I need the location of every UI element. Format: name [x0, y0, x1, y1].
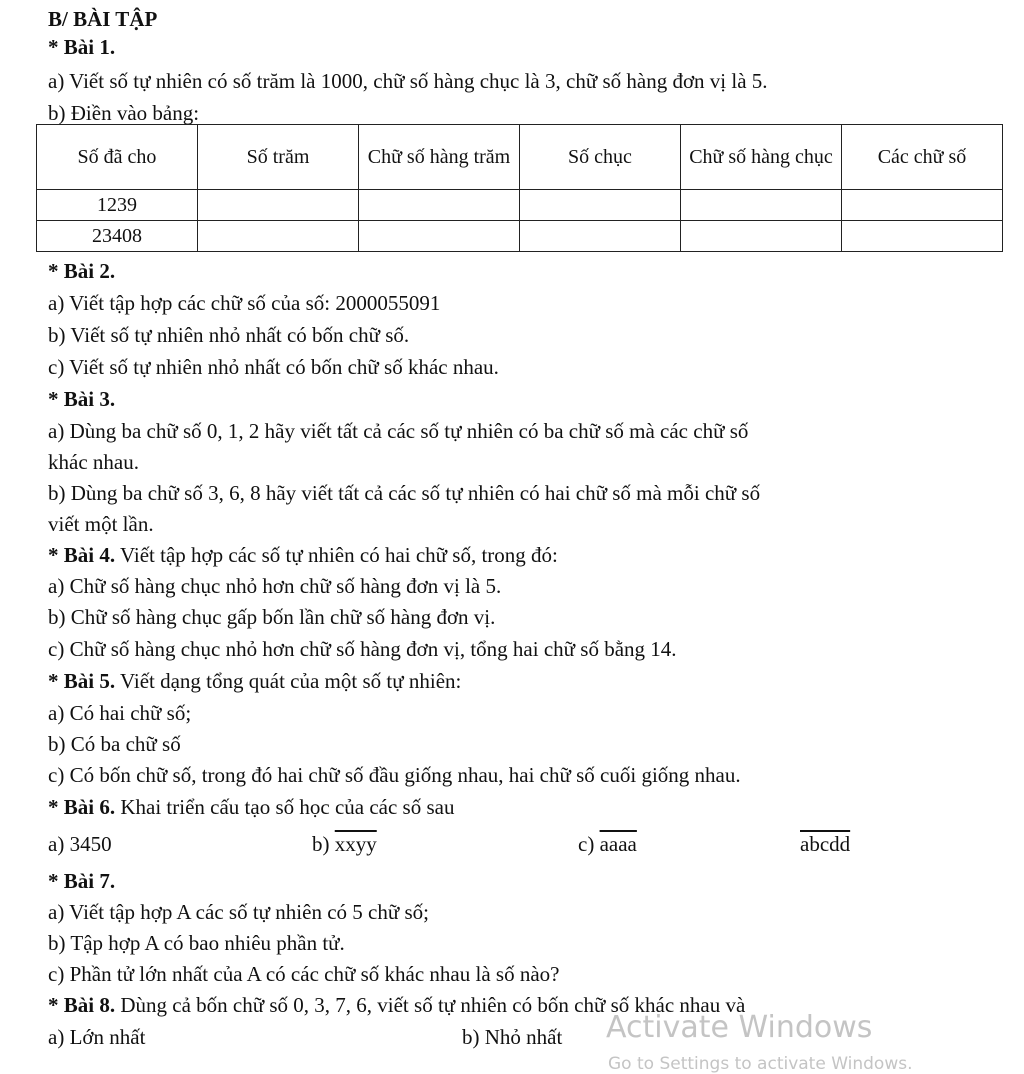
bai5-item-a: a) Có hai chữ số; — [48, 701, 192, 725]
bai1-table — [36, 124, 1003, 252]
table-cell — [681, 221, 842, 252]
bai6-d-value: abcdd — [800, 832, 851, 856]
bai5-title: * Bài 5. — [48, 669, 116, 693]
bai3-title: * Bài 3. — [48, 387, 116, 411]
table-cell — [359, 221, 520, 252]
bai7-title: * Bài 7. — [48, 869, 116, 893]
bai4-intro: Viết tập hợp các số tự nhiên có hai chữ số, trong đó: — [115, 543, 558, 567]
header-cell: Số chục — [520, 125, 681, 190]
bai2-item-a: a) Viết tập hợp các chữ số của số: 2000055091 — [48, 291, 441, 315]
bai6-item-b — [312, 831, 377, 857]
bai5-item-c: c) Có bốn chữ số, trong đó hai chữ số đầu giống nhau, hai chữ số cuối giống nhau. — [48, 763, 741, 787]
table-cell — [359, 190, 520, 221]
table-cell — [198, 190, 359, 221]
bai1-b: b) Điền vào bảng: — [48, 101, 200, 125]
bai4-item-b: b) Chữ số hàng chục gấp bốn lần chữ số hàng đơn vị. — [48, 605, 496, 629]
table-cell: 23408 — [37, 221, 198, 252]
header-cell: Số trăm — [198, 125, 359, 190]
table-cell: 1239 — [37, 190, 198, 221]
table-cell — [842, 221, 1003, 252]
bai3-item-a1: a) Dùng ba chữ số 0, 1, 2 hãy viết tất cả các số tự nhiên có ba chữ số mà các chữ số — [48, 419, 749, 443]
bai3-item-a2: khác nhau. — [48, 450, 139, 474]
header-cell: Số đã cho — [37, 125, 198, 190]
bai7-item-a: a) Viết tập hợp A các số tự nhiên có 5 chữ số; — [48, 900, 429, 924]
table-row — [37, 221, 1003, 252]
table-cell — [520, 190, 681, 221]
bai4-heading — [48, 542, 558, 568]
bai4-title: * Bài 4. — [48, 543, 116, 567]
bai8-title: * Bài 8. — [48, 993, 116, 1017]
bai4-item-c: c) Chữ số hàng chục nhỏ hơn chữ số hàng đơn vị, tổng hai chữ số bằng 14. — [48, 637, 677, 661]
bai2-title: * Bài 2. — [48, 259, 116, 283]
bai2-item-c: c) Viết số tự nhiên nhỏ nhất có bốn chữ số khác nhau. — [48, 355, 499, 379]
bai1-title: * Bài 1. — [48, 35, 116, 59]
bai8-intro: Dùng cả bốn chữ số 0, 3, 7, 6, viết số tự nhiên có bốn chữ số khác nhau và — [115, 993, 746, 1017]
bai7-item-b: b) Tập hợp A có bao nhiêu phần tử. — [48, 931, 345, 955]
bai4-item-a: a) Chữ số hàng chục nhỏ hơn chữ số hàng đơn vị là 5. — [48, 574, 502, 598]
bai8-item-a: a) Lớn nhất — [48, 1025, 146, 1049]
bai6-item-c — [578, 831, 637, 857]
bai6-c-label: c) — [578, 832, 600, 856]
bai6-b-label: b) — [312, 832, 335, 856]
bai6-item-a: a) 3450 — [48, 832, 112, 856]
bai6-intro: Khai triển cấu tạo số học của các số sau — [115, 795, 455, 819]
table-header-row — [37, 125, 1003, 190]
header-cell: Chữ số hàng chục — [681, 125, 842, 190]
header-cell: Các chữ số — [842, 125, 1003, 190]
heading: B/ BÀI TẬP — [48, 7, 158, 31]
bai6-c-value: aaaa — [599, 832, 637, 856]
bai6-b-value: xxyy — [334, 832, 377, 856]
table-cell — [520, 221, 681, 252]
bai5-heading — [48, 668, 461, 694]
activate-windows-hint: Go to Settings to activate Windows. — [608, 1054, 913, 1074]
bai5-item-b: b) Có ba chữ số — [48, 732, 181, 756]
bai1-a: a) Viết số tự nhiên có số trăm là 1000, chữ số hàng chục là 3, chữ số hàng đơn vị là 5. — [48, 69, 768, 93]
bai3-item-b2: viết một lần. — [48, 512, 154, 536]
bai6-title: * Bài 6. — [48, 795, 116, 819]
bai5-intro: Viết dạng tổng quát của một số tự nhiên: — [115, 669, 462, 693]
table-row — [37, 190, 1003, 221]
table-cell — [198, 221, 359, 252]
bai6-item-d — [800, 831, 850, 857]
bai3-item-b1: b) Dùng ba chữ số 3, 6, 8 hãy viết tất cả các số tự nhiên có hai chữ số mà mỗi chữ số — [48, 481, 761, 505]
bai8-item-b: b) Nhỏ nhất — [462, 1025, 563, 1049]
bai7-item-c: c) Phần tử lớn nhất của A có các chữ số khác nhau là số nào? — [48, 962, 560, 986]
bai6-heading — [48, 794, 454, 820]
header-cell: Chữ số hàng trăm — [359, 125, 520, 190]
table-cell — [681, 190, 842, 221]
activate-windows-watermark: Activate Windows — [606, 1010, 873, 1045]
bai2-item-b: b) Viết số tự nhiên nhỏ nhất có bốn chữ số. — [48, 323, 410, 347]
table-cell — [842, 190, 1003, 221]
